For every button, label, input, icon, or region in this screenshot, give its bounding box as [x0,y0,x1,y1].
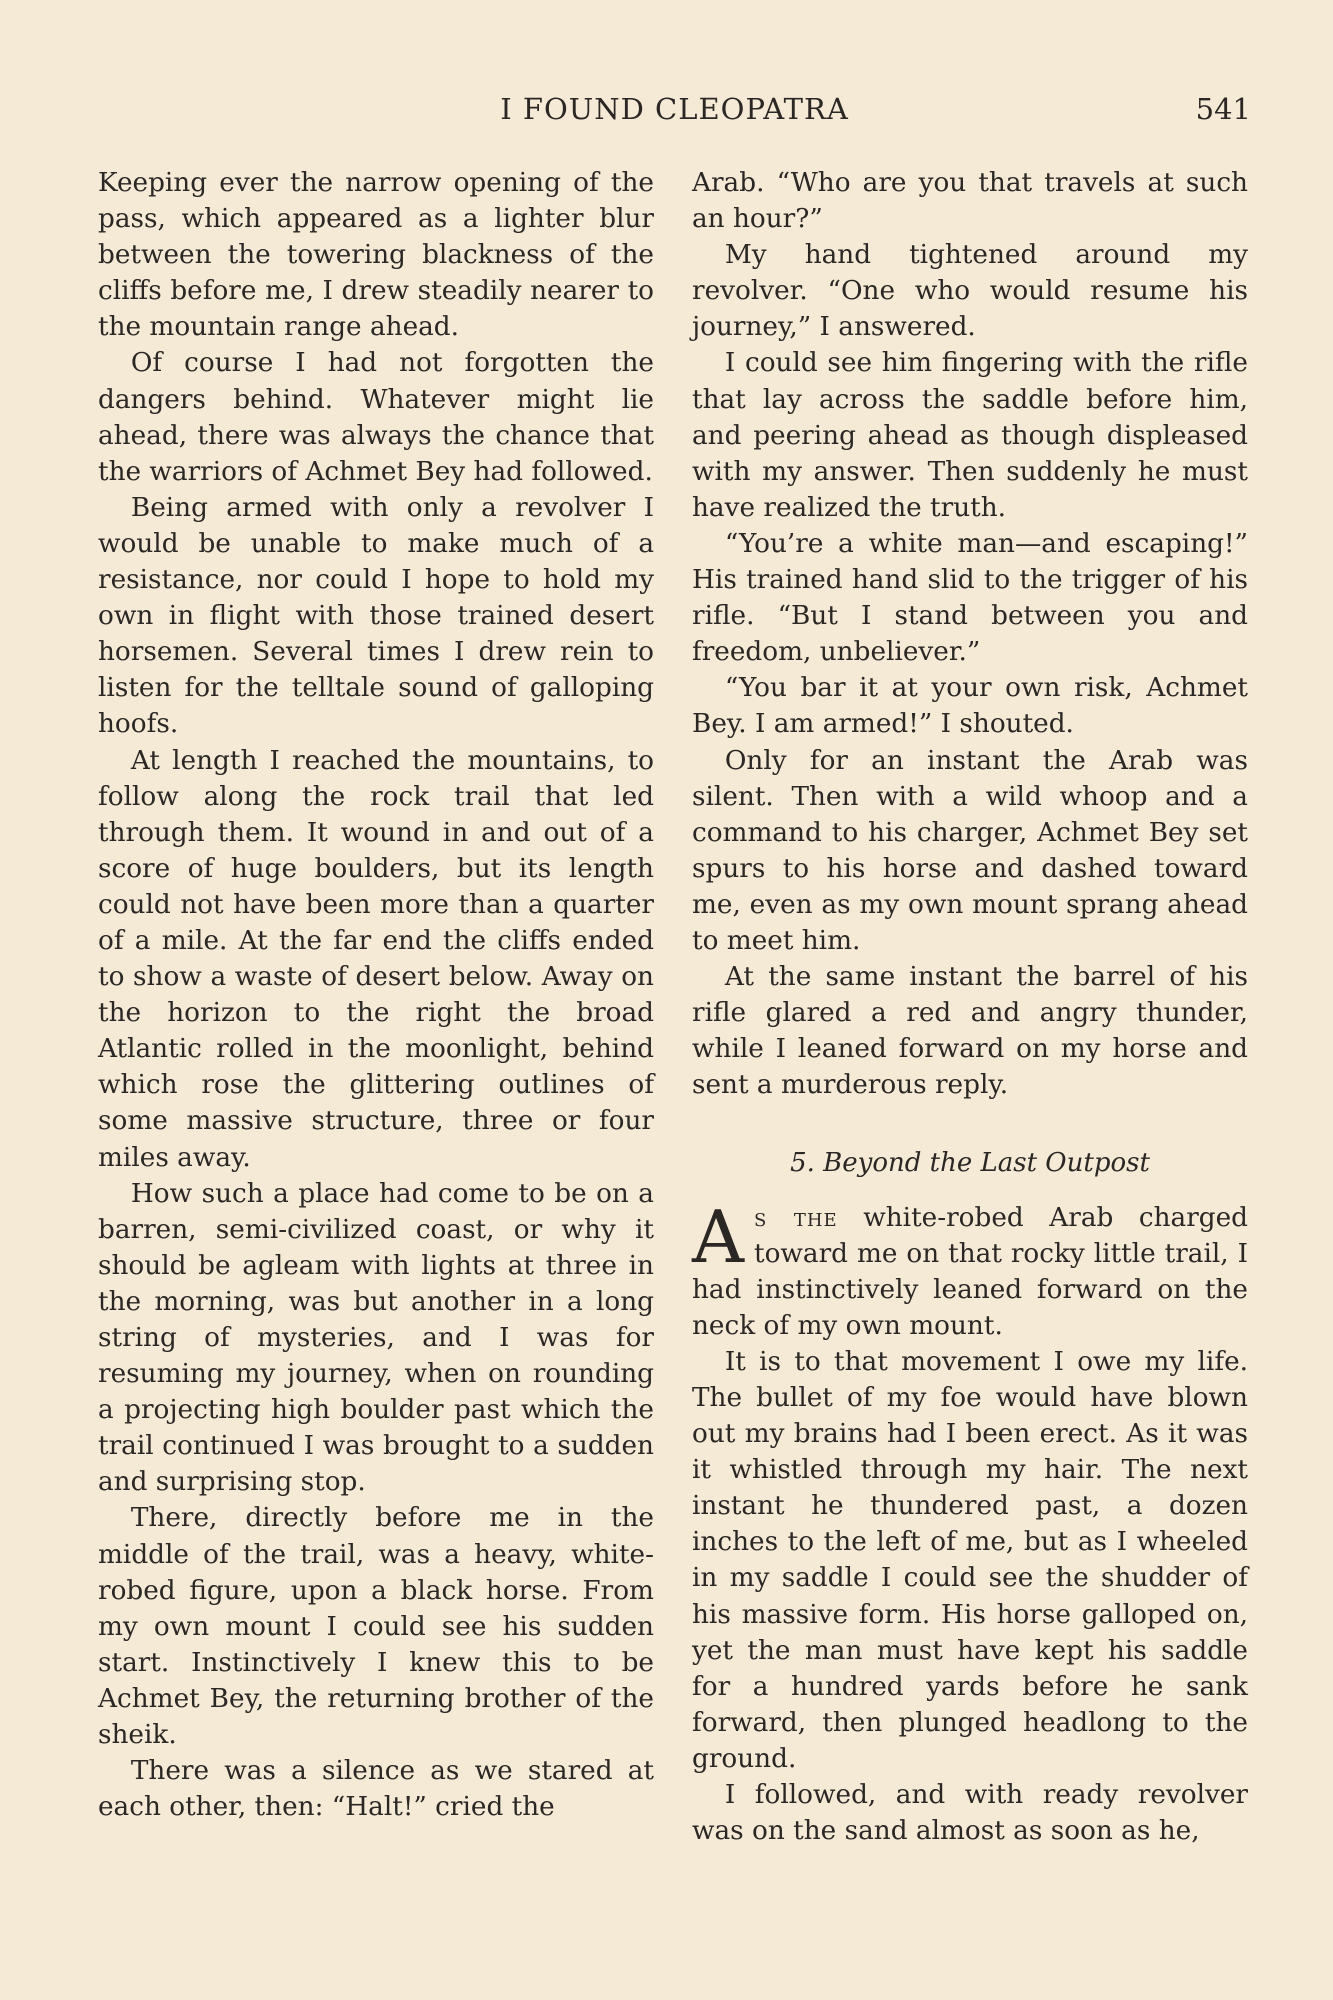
right-column [692,165,1248,1849]
paragraph: “You bar it at your own risk, Achmet Bey. I am armed!” I shouted. [692,673,1248,740]
section-heading: 5. Beyond the Last Outpost [790,1148,1150,1179]
drop-cap: A [692,1194,744,1279]
left-column [98,165,654,1825]
paragraph: Arab. “Who are you that travels at such an hour?” [692,168,1248,235]
paragraph: Keeping ever the narrow opening of the pass, which appeared as a lighter blur between the towering blackness of the cliffs before me, I drew steadily nearer to the mountain range ahead. [98,168,654,343]
paragraph: At the same instant the barrel of his rifle glared a red and angry thunder, while I leaned forward on my horse and sent a murderous reply. [692,962,1248,1101]
lead-smallcaps: s the [754,1202,838,1233]
paragraph: At length I reached the mountains, to follow along the rock trail that led through them. It wound in and out of a score of huge boulders, but its length could not have been more than a quarter of a mile. At the far end the cliffs ended to show a waste of desert below. Away on the horizon to the right the broad Atlantic rolled in the moonlight, behind which rose the glittering outlines of some massive structure, three or four miles away. [98,745,654,1173]
paragraph: “You’re a white man—and escaping!” His trained hand slid to the trigger of his rifle. “But I stand between you and freedom, unbeliever.” [692,528,1248,668]
paragraph: It is to that movement I owe my life. The bullet of my foe would have blown out my brains had I been erect. As it was it whistled through my hair. The next instant he thundered past, a dozen inches to the left of me, but as I wheeled in my saddle I could see the shudder of his massive form. His horse galloped on, yet the man must have kept his saddle for a hundred yards before he sank forward, then plunged headlong to the ground. [692,1346,1248,1774]
page-number: 541 [1195,92,1251,126]
paragraph: My hand tightened around my revolver. “One who would resume his journey,” I answered. [692,240,1248,343]
section-first-paragraph [692,1194,1248,1344]
paragraph: There was a silence as we stared at each other, then: “Halt!” cried the [98,1756,654,1823]
paragraph: Being armed with only a revolver I would be unable to make much of a resistance, nor could I hope to hold my own in flight with those trained desert horsemen. Several times I drew rein to listen for the telltale sound of galloping hoofs. [98,492,654,740]
paragraph: Of course I had not forgotten the dangers behind. Whatever might lie ahead, there was always the chance that the warriors of Achmet Bey had followed. [98,348,654,487]
paragraph: I could see him fingering with the rifle that lay across the saddle before him, and peering ahead as though displeased with my answer. Then suddenly he must have realized the truth. [692,348,1248,523]
running-title: I FOUND CLEOPATRA [500,92,849,126]
paragraph: Only for an instant the Arab was silent. Then with a wild whoop and a command to his charger, Achmet Bey set spurs to his horse and dashed toward me, even as my own mount sprang ahead to meet him. [692,745,1248,956]
running-head [98,92,1251,132]
paragraph: I followed, and with ready revolver was on the sand almost as soon as he, [692,1780,1248,1847]
paragraph: There, directly before me in the middle of the trail, was a heavy, white-robed figure, upon a black horse. From my own mount I could see his sudden start. Instinctively I knew this to be Achmet Bey, the returning brother of the sheik. [98,1503,654,1751]
paragraph: How such a place had come to be on a barren, semi-civilized coast, or why it should be agleam with lights at three in the morning, was but another in a long string of mysteries, and I was for resuming my journey, when on rounding a projecting high boulder past which the trail continued I was brought to a sudden and surprising stop. [98,1178,654,1498]
paragraph-text: white-robed Arab charged toward me on that rocky little trail, I had instinctively leaned forward on the neck of my own mount. [692,1202,1248,1341]
